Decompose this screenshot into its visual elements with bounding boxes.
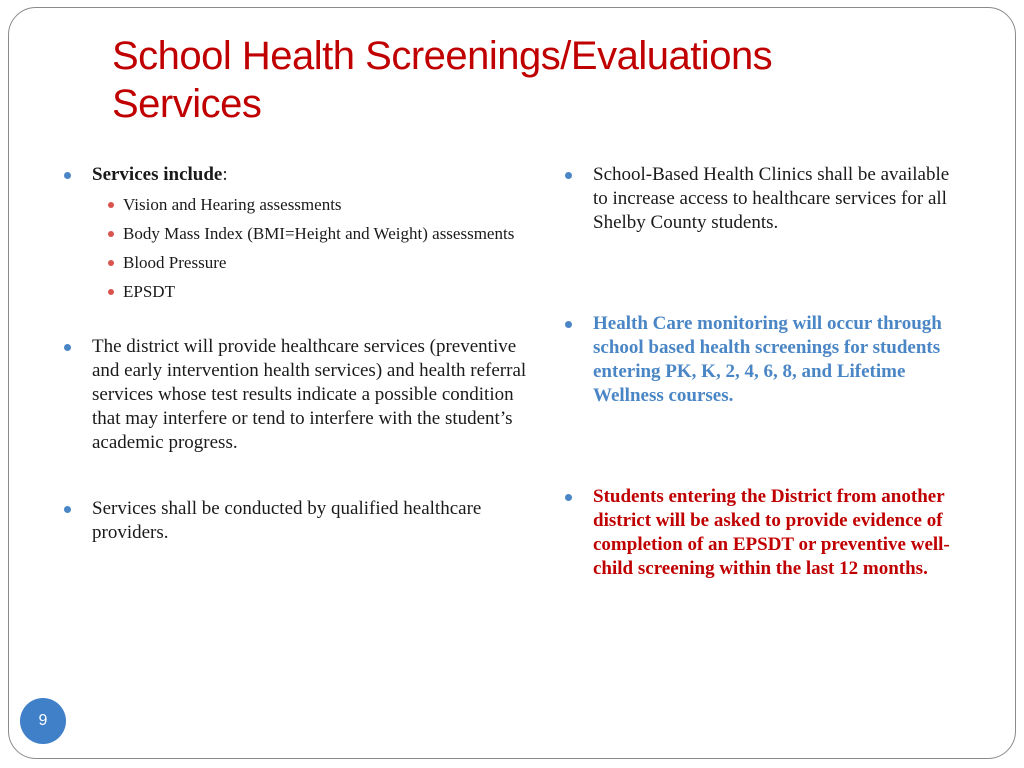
slide-title-line-2: Services: [112, 82, 262, 126]
bullet-dot-icon: [565, 172, 572, 179]
page-number-badge: 9: [20, 698, 66, 744]
bullet-text: School-Based Health Clinics shall be available to increase access to healthcare services for all Shelby County students.: [593, 164, 950, 233]
sub-bullet-text: EPSDT: [123, 282, 175, 301]
sub-bullet-bmi: [62, 223, 540, 245]
bullet-qualified-providers: [62, 497, 540, 545]
sub-bullet-text: Vision and Hearing assessments: [123, 195, 342, 214]
bullet-text: Health Care monitoring will occur through school based health screenings for students entering PK, K, 2, 4, 6, 8, and Lifetime Wellness courses.: [593, 313, 942, 406]
left-bullet-list: [62, 163, 540, 545]
bullet-health-clinics: [563, 163, 953, 235]
bullet-text: Students entering the District from another district will be asked to provide evidence of completion of an EPSDT or preventive well-child screening within the last 12 months.: [593, 486, 950, 579]
bullet-text: The district will provide healthcare services (preventive and early intervention health services) and health referral services whose test results indicate a possible condition that may interfere or tend to interfere with the student’s academic progress.: [92, 336, 527, 453]
bullet-dot-icon: [64, 344, 71, 351]
sub-bullet-blood-pressure: [62, 252, 540, 274]
services-include-colon: :: [222, 164, 228, 185]
sub-bullet-text: Blood Pressure: [123, 253, 227, 272]
sub-bullet-dot-icon: [108, 289, 114, 295]
sub-bullet-epsdt: [62, 281, 540, 303]
right-column: [563, 163, 953, 581]
bullet-dot-icon: [64, 172, 71, 179]
services-include-label: Services include: [92, 164, 223, 185]
sub-bullet-dot-icon: [108, 260, 114, 266]
left-column: [62, 163, 540, 545]
bullet-transfer-evidence: [563, 485, 953, 581]
bullet-text: Services shall be conducted by qualified healthcare providers.: [92, 498, 482, 543]
sub-bullet-text: Body Mass Index (BMI=Height and Weight) assessments: [123, 224, 515, 243]
bullet-health-monitoring: [563, 312, 953, 408]
sub-bullet-dot-icon: [108, 231, 114, 237]
slide-title-line-1: School Health Screenings/Evaluations: [112, 34, 773, 78]
sub-bullet-vision-hearing: [62, 194, 540, 216]
right-bullet-list: [563, 163, 953, 581]
bullet-dot-icon: [565, 321, 572, 328]
bullet-services-include: [62, 163, 540, 303]
services-sub-list: [92, 194, 540, 303]
bullet-district-provides: [62, 335, 540, 455]
slide-title: [112, 32, 972, 128]
bullet-dot-icon: [565, 494, 572, 501]
sub-bullet-dot-icon: [108, 202, 114, 208]
bullet-dot-icon: [64, 506, 71, 513]
